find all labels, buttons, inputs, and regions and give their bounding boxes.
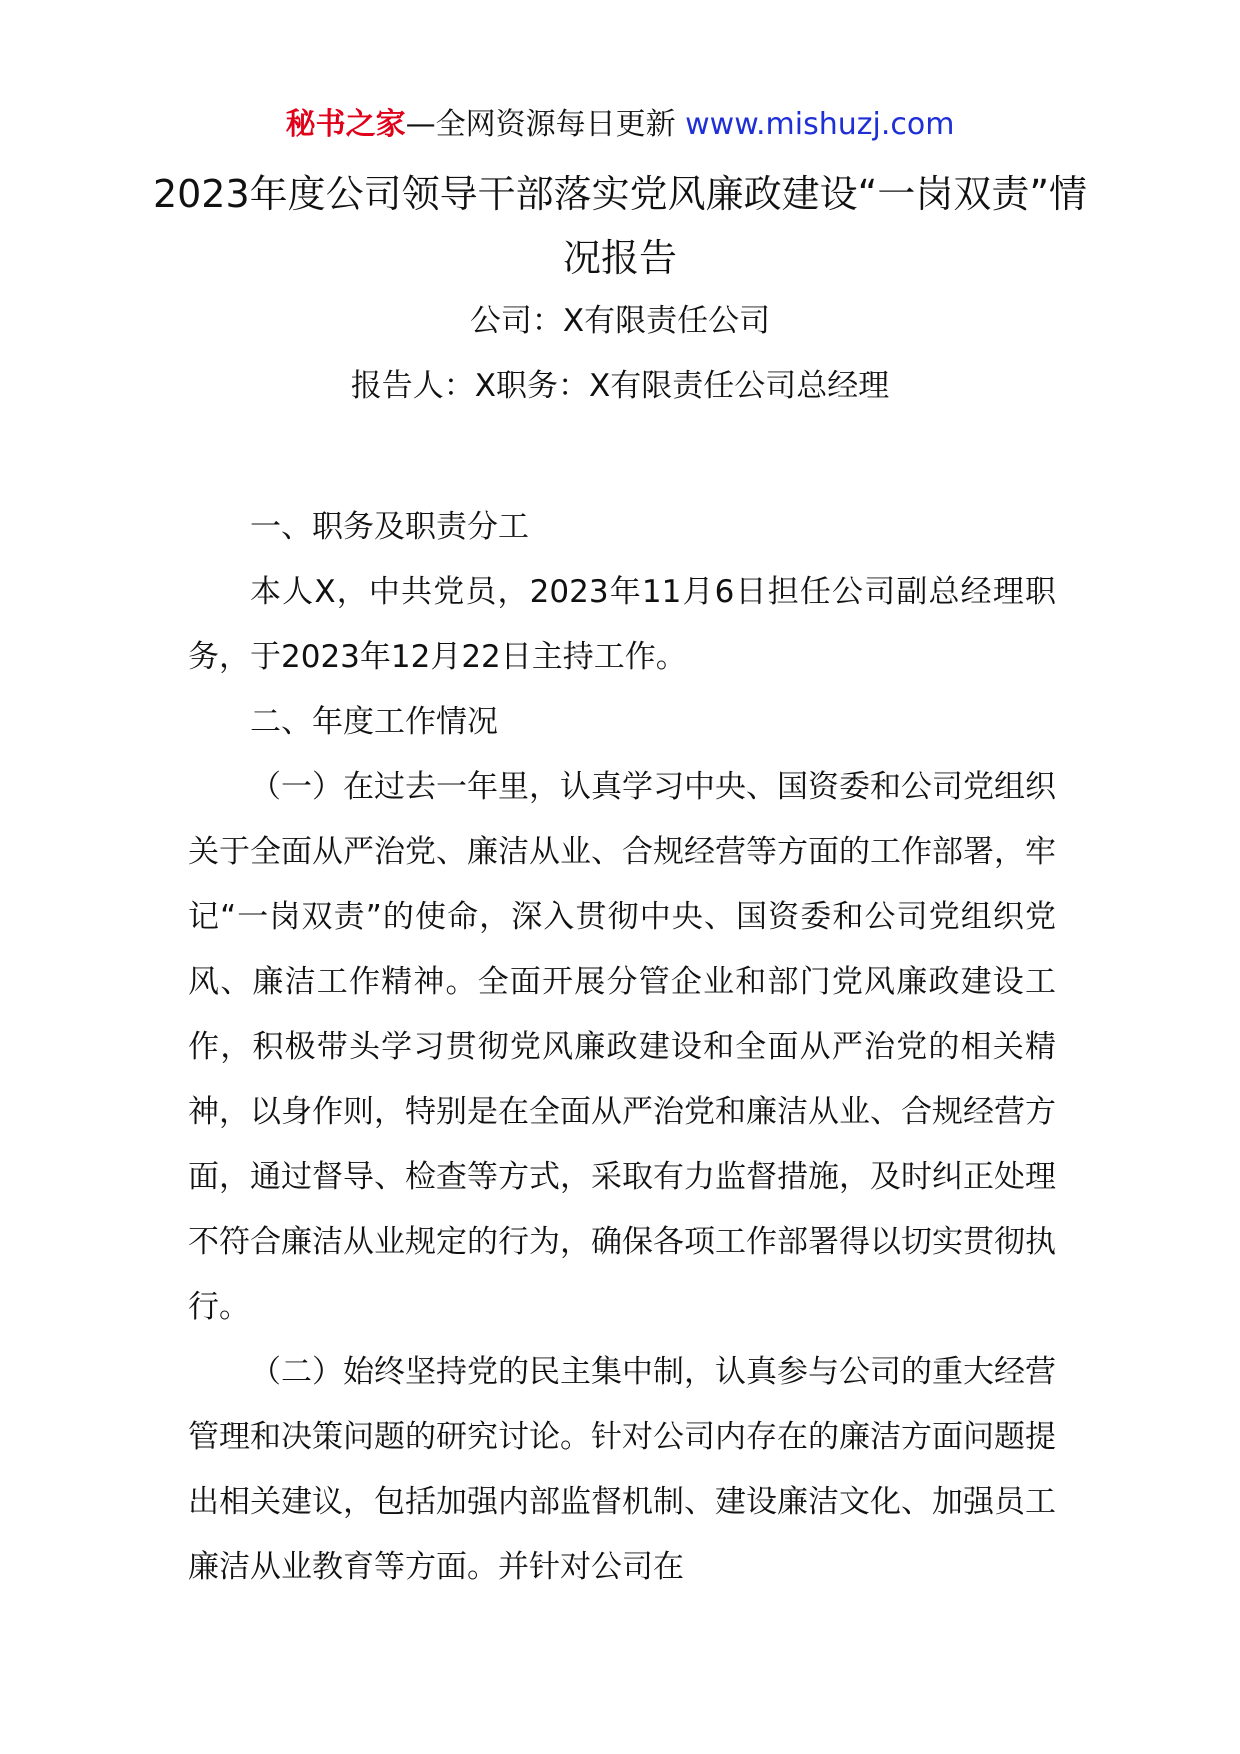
section-heading-2: 二、年度工作情况 [250,704,498,740]
paragraph-1: 本人X，中共党员，2023年11月6日担任公司副总经理职务，于2023年12月22日主持工作。 [188,574,1056,675]
site-slogan: —全网资源每日更新 [405,107,676,142]
site-brand: 秘书之家 [285,107,406,142]
reporter-line: 报告人：X职务：X有限责任公司总经理 [350,368,890,404]
paragraph-3: （二）始终坚持党的民主集中制，认真参与公司的重大经营管理和决策问题的研究讨论。针对公司内存在的廉洁方面问题提出相关建议，包括加强内部监督机制、建设廉洁文化、加强员工廉洁从业教育等方面。并针对公司在 [188,1354,1056,1585]
document-title: 2023年度公司领导干部落实党风廉政建设“一岗双责”情况报告 [152,172,1088,280]
paragraph-2: （一）在过去一年里，认真学习中央、国资委和公司党组织关于全面从严治党、廉洁从业、合规经营等方面的工作部署，牢记“一岗双责”的使命，深入贯彻中央、国资委和公司党组织党风、廉洁工作精神。全面开展分管企业和部门党风廉政建设工作，积极带头学习贯彻党风廉政建设和全面从严治党的相关精神，以身作则，特别是在全面从严治党和廉洁从业、合规经营方面，通过督导、检查等方式，采取有力监督措施，及时纠正处理不符合廉洁从业规定的行为，确保各项工作部署得以切实贯彻执行。 [188,769,1056,1325]
document-body [188,495,1056,1600]
site-header [0,103,1240,147]
section-heading-1: 一、职务及职责分工 [250,509,529,545]
site-url-link[interactable]: www.mishuzj.com [685,107,955,142]
company-line: 公司：X有限责任公司 [469,303,771,339]
